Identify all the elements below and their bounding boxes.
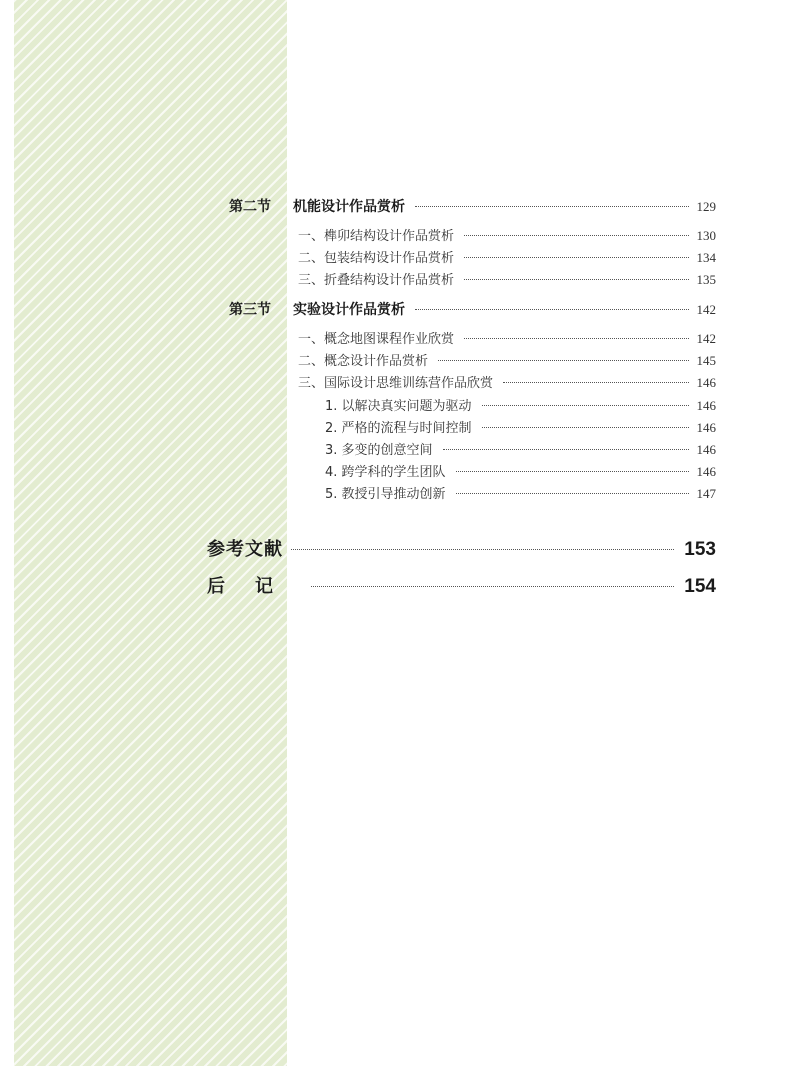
- page-number: 130: [696, 228, 716, 243]
- toc-subentry[interactable]: [325, 417, 716, 436]
- page-number: 146: [696, 398, 716, 413]
- toc-entry-title: 一、榫卯结构设计作品赏析: [298, 229, 455, 244]
- leader-dots: [464, 338, 688, 339]
- page-number: 142: [696, 331, 716, 346]
- toc-subentry[interactable]: [325, 461, 716, 480]
- page-number: 146: [696, 420, 716, 435]
- toc-subentry-title: 3. 多变的创意空间: [325, 443, 433, 458]
- toc-subentry-title: 4. 跨学科的学生团队: [325, 465, 446, 480]
- toc-entry[interactable]: [298, 247, 716, 266]
- leader-dots: [415, 309, 689, 310]
- toc-subentry-title: 1. 以解决真实问题为驱动: [325, 399, 472, 414]
- toc-section-title: 实验设计作品赏析: [293, 302, 405, 318]
- leader-dots: [482, 427, 689, 428]
- toc-subentry[interactable]: [325, 483, 716, 502]
- page-number: 129: [696, 199, 716, 214]
- toc-main-entry-references[interactable]: [207, 535, 716, 561]
- leader-dots: [443, 449, 689, 450]
- toc-entry-title: 二、包装结构设计作品赏析: [298, 251, 455, 266]
- toc-main-title: 参考文献: [207, 539, 283, 560]
- toc-entry[interactable]: [298, 328, 716, 347]
- leader-dots: [311, 586, 674, 587]
- page-number: 134: [696, 250, 716, 265]
- toc-subentry[interactable]: [325, 395, 716, 414]
- page-number: 135: [696, 272, 716, 287]
- toc-subentry-title: 2. 严格的流程与时间控制: [325, 421, 472, 436]
- toc-section-entry[interactable]: [293, 196, 716, 216]
- toc-entry[interactable]: [298, 225, 716, 244]
- leader-dots: [456, 471, 689, 472]
- page-number: 145: [696, 353, 716, 368]
- page-number: 146: [696, 375, 716, 390]
- leader-dots: [415, 206, 689, 207]
- toc-entry-title: 三、折叠结构设计作品赏析: [298, 273, 455, 288]
- page-number: 146: [696, 464, 716, 479]
- leader-dots: [464, 235, 688, 236]
- toc-subentry[interactable]: [325, 439, 716, 458]
- page-number: 142: [696, 302, 716, 317]
- toc-entry-title: 三、国际设计思维训练营作品欣赏: [298, 376, 494, 391]
- toc-main-title: 后记: [207, 576, 303, 597]
- toc-entry[interactable]: [298, 269, 716, 288]
- leader-dots: [482, 405, 689, 406]
- toc-section-title: 机能设计作品赏析: [293, 199, 405, 215]
- toc-entry-title: 二、概念设计作品赏析: [298, 354, 429, 369]
- toc-subentry-title: 5. 教授引导推动创新: [325, 487, 446, 502]
- toc-entry[interactable]: [298, 372, 716, 391]
- section-label: 第三节: [229, 302, 271, 318]
- page-number: 146: [696, 442, 716, 457]
- decorative-side-panel: [14, 0, 287, 1066]
- leader-dots: [438, 360, 688, 361]
- page-number: 147: [696, 486, 716, 501]
- toc-entry-title: 一、概念地图课程作业欣赏: [298, 332, 455, 347]
- leader-dots: [464, 279, 688, 280]
- leader-dots: [464, 257, 688, 258]
- toc-section-entry[interactable]: [293, 299, 716, 319]
- toc-entry[interactable]: [298, 350, 716, 369]
- section-label: 第二节: [229, 199, 271, 215]
- leader-dots: [456, 493, 689, 494]
- page-number: 153: [684, 539, 716, 560]
- page-number: 154: [684, 576, 716, 597]
- leader-dots: [291, 549, 674, 550]
- leader-dots: [503, 382, 688, 383]
- toc-main-entry-afterword[interactable]: [207, 572, 716, 598]
